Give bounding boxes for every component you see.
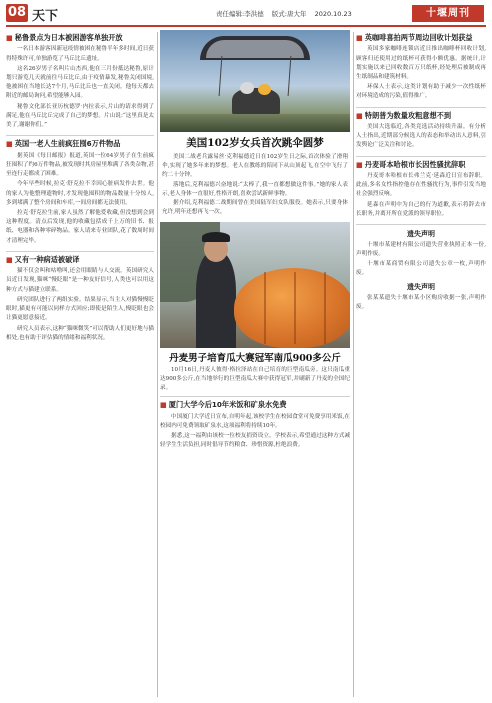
- article: [6, 33, 154, 130]
- article-body: [6, 152, 154, 246]
- column-divider: [353, 32, 354, 697]
- article-title: ■ 丹麦哥本哈根市长因性骚扰辞职: [356, 160, 486, 169]
- helmet: [240, 82, 254, 94]
- pumpkin-rib: [264, 272, 266, 344]
- paragraph: 今年早些时候,拉克·舒克拉不幸因心脏病发作去世。他的家人为他整理遗物时,才发现他囤积的物品数量十分惊人,多到堵满了整个房间和车库,一间房间都无法使用。: [6, 181, 154, 206]
- divider: [6, 251, 154, 252]
- paragraph: 一名日本游客因新冠疫情被困在秘鲁半年多时间,近日获得特殊许可,单独游览了马丘比丘遗址。: [6, 46, 154, 62]
- pumpkin-rib: [324, 272, 326, 344]
- paragraph: 10月16日,丹麦人彼得·格拉泽站在自己培育的巨型南瓜旁。这只南瓜重达900多公斤,在当地举行的巨型南瓜大赛中获得冠军,并刷新了丹麦的全国纪录。: [160, 366, 350, 391]
- article-body: [356, 123, 486, 151]
- paragraph: 这名26岁男子名叫片山杰西,他在三月份抵达秘鲁,原计划只游览几天就前往马丘比丘,由于疫情暴发,秘鲁关闭国境,他被困在当地长达7个月,马丘比丘也一直关闭。他每天都去附近的邮局询问,希望能够入园。: [6, 65, 154, 100]
- feature-title: 美国102岁女兵首次跳伞圆梦: [186, 137, 324, 149]
- article-body: [356, 172, 486, 219]
- paragraph: 丹麦哥本哈根市长弗兰克·延森近日宣布辞职。此前,多名女性指控他存在性骚扰行为,事件引发当地社会强烈反响。: [356, 173, 486, 198]
- article-title: ■ 厦门大学今后10年米饭和矿泉水免费: [160, 400, 350, 409]
- issue-date: 2020.10.23: [314, 10, 352, 18]
- paragraph: 研究团队进行了两组实验。结果显示,当主人对猫慢慢眨眼时,猫更有可能以同样方式回应;即使是陌生人,慢眨眼也会让猫更愿意接近。: [6, 296, 154, 322]
- article-title: ■ 又有一种病适被破译: [6, 255, 154, 264]
- section-name: 天下: [32, 9, 59, 24]
- paragraph: 美国大选临近,各类竞选活动持续升温。有分析人士指出,近期部分候选人的表态和举动出人意料,引发舆论广泛关注和讨论。: [356, 124, 486, 149]
- paragraph: 猫不仅会叫和咕噜叫,还会用眼睛与人交流。英国研究人员近日发现,猫咪“慢眨眼”是一种友好信号,人类也可以用这种方式与猫建立联系。: [6, 268, 154, 293]
- newspaper-logo: 十堰周刊: [412, 5, 484, 22]
- paragraph: 环保人士表示,这类计划有助于减少一次性纸杯对环境造成的污染,值得推广。: [356, 84, 486, 100]
- pumpkin-rib: [294, 272, 296, 344]
- giant-pumpkin: [234, 268, 350, 348]
- right-column: [356, 30, 486, 699]
- article-body: [6, 267, 154, 343]
- article: [356, 111, 486, 151]
- grower-hat: [202, 232, 230, 242]
- header-rule: [6, 25, 486, 27]
- photo-ground: [160, 114, 350, 132]
- paragraph: 美国二战老兵露易丝·克利福德近日在102岁生日之际,首次体验了滑翔伞,实现了她多年来的梦想。老人在教练的陪同下从山顶起飞,在空中飞行了约二十分钟。: [162, 154, 348, 179]
- article: [160, 400, 350, 450]
- divider: [160, 396, 350, 397]
- paragraph: 英国多家咖啡连锁店近日推出咖啡杯回收计划,顾客归还使用过的纸杯可获得小额优惠。据统计,计划实施以来已回收数百万只纸杯,经处理后被制成再生纸制品和建筑材料。: [356, 46, 486, 81]
- paragraph: 拉克·舒克拉生前,家人虽然了解他爱收藏,但没想到会到这种程度。清点后发现,他的收藏包括成千上万的旧书、报纸、电器和各种零碎物品。家人请来专业团队,花了数周时间才清理完毕。: [6, 210, 154, 244]
- helmet: [258, 84, 271, 95]
- paragraph: 落地后,克利福德兴奋地说:“太棒了,我一直都想做这件事。”她的家人表示,老人身体一直很好,性格开朗,喜欢尝试新鲜事物。: [162, 181, 348, 197]
- notice-title: 遗失声明: [407, 230, 435, 239]
- article-title: ■ 特朗普为数量攻粗意想不到: [356, 111, 486, 120]
- notice-title: 遗失声明: [407, 283, 435, 292]
- notice-body: [356, 294, 486, 312]
- article-title: ■ 英咖啡喜拍两节周边回收计划获益: [356, 33, 486, 42]
- divider: [6, 135, 154, 136]
- article: [6, 139, 154, 246]
- divider: [356, 224, 486, 225]
- paragraph: 十堰市某建材有限公司遗失营业执照正本一份,声明作废。: [356, 242, 486, 258]
- page-credits: [216, 9, 358, 18]
- page-number: 08: [7, 5, 27, 20]
- divider: [356, 107, 486, 108]
- article-body: [6, 45, 154, 130]
- article-title: ■ 秘鲁景点为日本被困游客单独开放: [6, 33, 154, 42]
- paragraph: 据悉,这一福利由该校一位校友捐资设立。学校表示,希望通过这种方式减轻学生生活负担,同时倡导节约粮食、珍惜资源,杜绝浪费。: [160, 432, 350, 449]
- paragraph: 据介绍,克利福德二战期间曾在美国陆军妇女队服役。她表示,只要身体允许,明年还想再飞一次。: [162, 200, 348, 216]
- middle-column: [160, 30, 350, 699]
- paragraph: 秘鲁文化部长亚历杭德罗·内拉表示,片山的请求得到了满足,他在马丘比丘完成了自己的梦想。片山说:“这里真是太美了,谢谢你们。”: [6, 103, 154, 129]
- paragraph: 十堰市某商贸有限公司遗失公章一枚,声明作废。: [356, 260, 486, 276]
- paragraph: 研究人员表示,这种“猫咪微笑”可以帮助人们更好地与猫相处,也有助于评估猫的情绪和福利状况。: [6, 325, 154, 341]
- pumpkin-caption-title: 丹麦男子培育瓜大赛冠军南瓜900多公斤: [169, 352, 341, 364]
- article: [356, 160, 486, 219]
- paragraph: 据英国《每日邮报》报道,英国一位64岁男子在生前疯狂囤积了约6万件物品,被发现时其房屋里堆满了各类杂物,甚至连行走都成了困难。: [6, 152, 154, 178]
- paraglider-photo: [160, 30, 350, 132]
- notice-body: [356, 241, 486, 278]
- article-title: ■ 英国一老人生前疯狂囤6万件物品: [6, 139, 154, 148]
- article-body: [160, 413, 350, 451]
- masthead: [0, 0, 492, 26]
- left-column: [6, 30, 154, 699]
- article: [6, 255, 154, 343]
- layout-credit: 版式:唐大年: [271, 10, 307, 18]
- editor-credit: 责任编辑:李洪德: [216, 10, 264, 18]
- giant-pumpkin-photo: [160, 222, 350, 348]
- pumpkin-caption-body: [160, 366, 350, 394]
- grower-figure: [196, 252, 236, 348]
- column-divider: [157, 32, 158, 697]
- article: [356, 33, 486, 102]
- paragraph: 中国厦门大学近日宣布,自明年起,该校学生在校园食堂可免费享用米饭,在校园内可免费领取矿泉水,这项福利将持续10年。: [160, 413, 350, 429]
- article-body: [356, 45, 486, 101]
- divider: [356, 156, 486, 157]
- paragraph: 延森在声明中为自己的行为道歉,表示将辞去市长职务,并离开所在党派的领导职位。: [356, 201, 486, 217]
- paragraph: 张某某遗失十堰市某小区购房收据一张,声明作废。: [356, 295, 486, 311]
- feature-body: [160, 153, 350, 218]
